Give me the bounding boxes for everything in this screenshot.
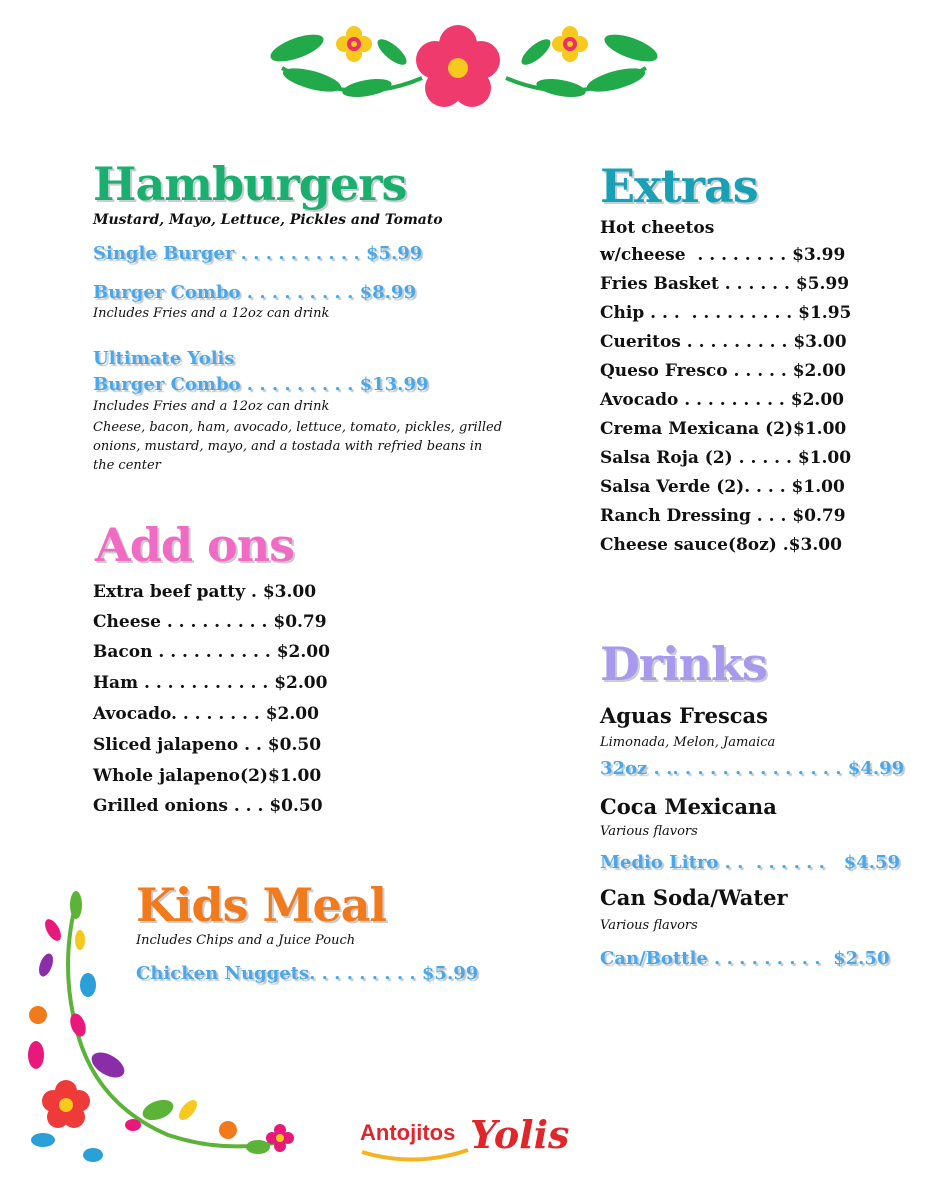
extra-item: Salsa Roja (2) . . . . . $1.00 [600, 448, 852, 468]
hamburgers-title: Hamburgers [93, 157, 407, 211]
extra-item: w/cheese . . . . . . . . $3.99 [600, 245, 846, 265]
top-floral-ornament [262, 18, 666, 114]
hamburgers-subtitle: Mustard, Mayo, Lettuce, Pickles and Tomato [93, 212, 443, 228]
ultimate-burger-name: Ultimate Yolis [93, 348, 235, 369]
kids-meal-subtitle: Includes Chips and a Juice Pouch [136, 933, 356, 948]
chicken-nuggets-price: Chicken Nuggets. . . . . . . . . $5.99 [136, 963, 479, 984]
addon-item: Whole jalapeno(2)$1.00 [93, 766, 322, 786]
ultimate-burger-price: Burger Combo . . . . . . . . . $13.99 [93, 374, 429, 395]
extra-item: Chip . . . . . . . . . . . . $1.95 [600, 303, 852, 323]
extra-item: Cueritos . . . . . . . . . $3.00 [600, 332, 847, 352]
extra-item: Queso Fresco . . . . . $2.00 [600, 361, 846, 381]
brand-logo [360, 1112, 580, 1170]
kids-meal-title: Kids Meal [136, 878, 386, 932]
burger-combo-note: Includes Fries and a 12oz can drink [93, 306, 330, 321]
logo-swoosh [360, 1146, 470, 1166]
addons-title: Add ons [95, 518, 295, 572]
coca-mexicana-heading: Coca Mexicana [600, 794, 777, 819]
aguas-frescas-price: 32oz . .. . . . . . . . . . . . . . $4.99 [600, 758, 905, 779]
extra-item: Ranch Dressing . . . $0.79 [600, 506, 846, 526]
extra-item: Fries Basket . . . . . . $5.99 [600, 274, 850, 294]
can-soda-heading: Can Soda/Water [600, 885, 788, 910]
addon-item: Extra beef patty . $3.00 [93, 582, 317, 602]
extras-list [600, 218, 851, 564]
single-burger-price: Single Burger . . . . . . . . . . $5.99 [93, 243, 423, 264]
addon-item: Avocado. . . . . . . . $2.00 [93, 704, 319, 724]
coca-mexicana-note: Various flavors [600, 824, 698, 839]
logo-yolis: Yolis [470, 1112, 570, 1157]
ultimate-burger-description: Cheese, bacon, ham, avocado, lettuce, tomato, pickles, grilled onions, mustard, mayo, and a tostada with refried beans in the center [93, 420, 503, 473]
extra-item: Salsa Verde (2). . . . $1.00 [600, 477, 845, 497]
addons-list [93, 582, 330, 826]
logo-antojitos: Antojitos [360, 1120, 456, 1145]
aguas-frescas-note: Limonada, Melon, Jamaica [600, 735, 776, 750]
extra-item: Crema Mexicana (2)$1.00 [600, 419, 847, 439]
extra-item: Hot cheetos [600, 218, 715, 238]
extra-item: Cheese sauce(8oz) .$3.00 [600, 535, 842, 555]
ultimate-burger-note: Includes Fries and a 12oz can drink [93, 399, 330, 414]
addon-item: Sliced jalapeno . . $0.50 [93, 735, 322, 755]
coca-mexicana-price: Medio Litro . . . . . . . . $4.59 [600, 852, 901, 873]
can-soda-note: Various flavors [600, 918, 698, 933]
addon-item: Bacon . . . . . . . . . . $2.00 [93, 642, 330, 662]
corner-floral-ornament [18, 885, 308, 1175]
burger-combo-price: Burger Combo . . . . . . . . . $8.99 [93, 282, 416, 303]
addon-item: Cheese . . . . . . . . . $0.79 [93, 612, 327, 632]
extras-title: Extras [600, 159, 758, 213]
addon-item: Ham . . . . . . . . . . . $2.00 [93, 673, 328, 693]
extra-item: Avocado . . . . . . . . . $2.00 [600, 390, 844, 410]
can-soda-price: Can/Bottle . . . . . . . . . $2.50 [600, 948, 890, 969]
addon-item: Grilled onions . . . $0.50 [93, 796, 323, 816]
drinks-title: Drinks [600, 637, 767, 691]
aguas-frescas-heading: Aguas Frescas [600, 703, 768, 728]
